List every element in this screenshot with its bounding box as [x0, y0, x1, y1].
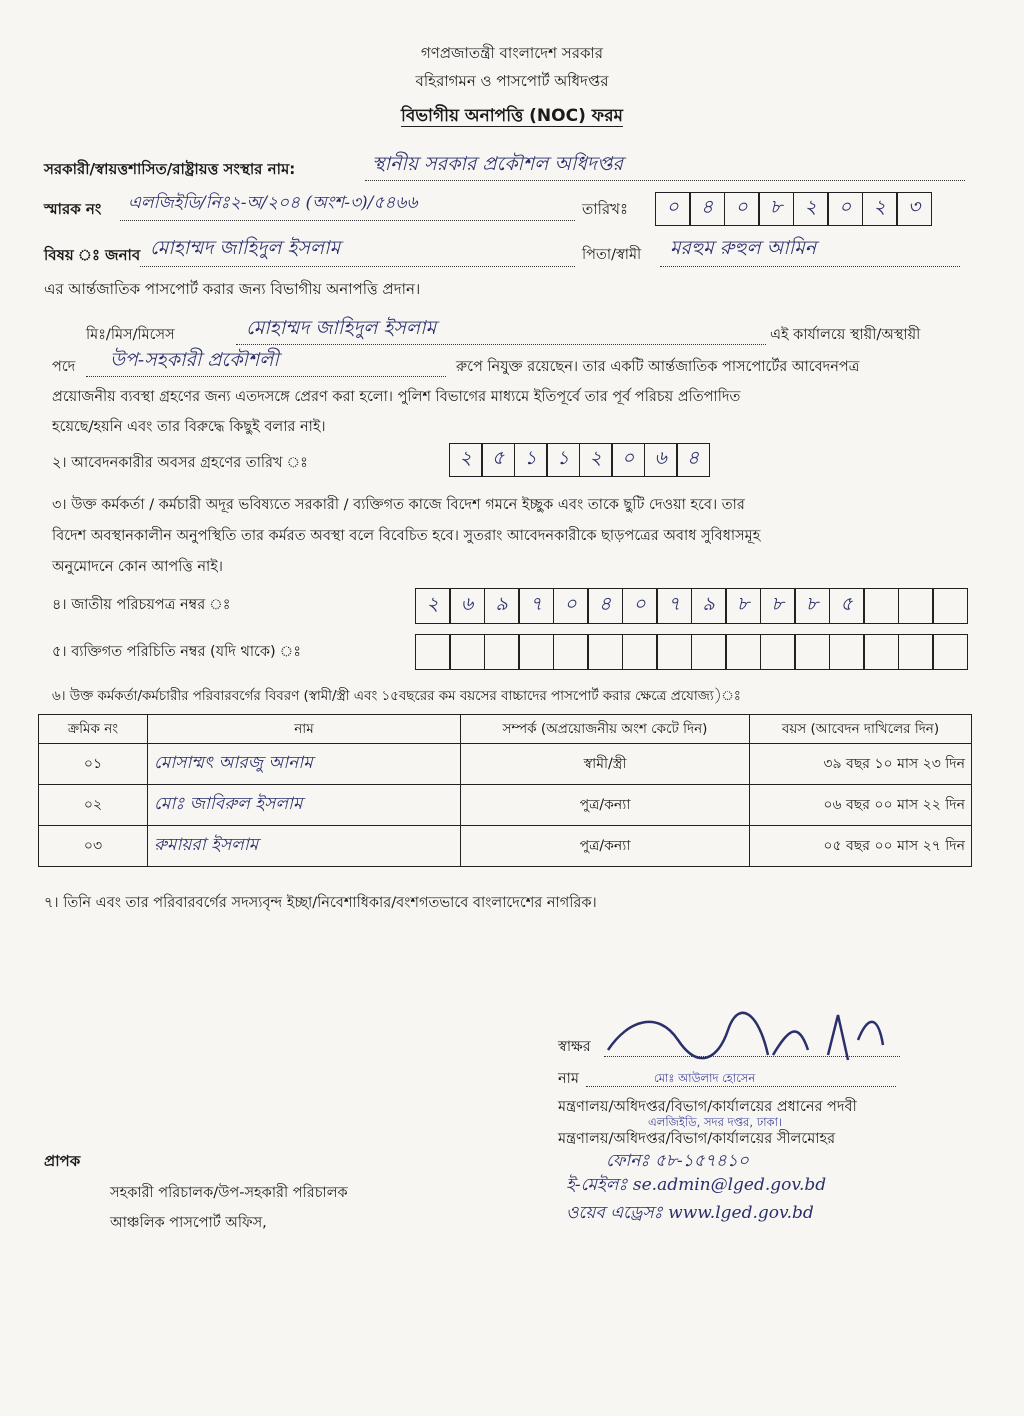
pid-digit-box	[622, 634, 658, 670]
phone: ফোনঃ ৫৮-১৫৭৪১০	[606, 1151, 749, 1171]
item3-line3: অনুমোদনে কোন আপত্তি নাই।	[52, 559, 223, 575]
pid-digit-box	[587, 634, 623, 670]
relation-cell: পুত্র/কন্যা	[461, 826, 750, 867]
retirement-digit-box: ২	[579, 443, 613, 477]
date-digit-box: ৪	[689, 192, 725, 226]
govt-title: গণপ্রজাতন্ত্রী বাংলাদেশ সরকার	[420, 44, 604, 62]
personal-id-boxes	[416, 634, 968, 670]
nid-digit-box: ৯	[484, 588, 520, 624]
pid-digit-box	[518, 634, 554, 670]
pid-digit-box	[794, 634, 830, 670]
retirement-digit-box: ১	[546, 443, 580, 477]
table-row	[39, 785, 972, 826]
office-stamp: এলজিইডি, সদর দপ্তর, ঢাকা।	[648, 1115, 783, 1129]
table-row	[39, 744, 972, 785]
pid-digit-box	[898, 634, 934, 670]
serial-cell: ০১	[39, 744, 148, 785]
personal-id-label: ৫। ব্যক্তিগত পরিচিতি নম্বর (যদি থাকে) ঃ	[52, 644, 301, 660]
employee-name: মোহাম্মদ জাহিদুল ইসলাম	[246, 317, 437, 339]
signature-image	[598, 1000, 898, 1080]
para1-line3: প্রয়োজনীয় ব্যবস্থা গ্রহণের জন্য এতদসঙ্গে প্রেরণ করা হলো। পুলিশ বিভাগের মাধ্যমে ইতিপূর্বে তার পূর্ব পরিচয় প্রতিপাদিত	[52, 389, 741, 405]
family-label: ৬। উক্ত কর্মকর্তা/কর্মচারীর পরিবারবর্গের বিবরণ (স্বামী/স্ত্রী এবং ১৫বছরের কম বয়সের বাচ্চাদের পাসপোর্ট করার ক্ষেত্রে প্রযোজ্য)ঃ	[52, 689, 741, 704]
retirement-date-boxes	[450, 443, 710, 477]
email: ই-মেইলঃ se.admin@lged.gov.bd	[566, 1175, 827, 1195]
pid-digit-box	[691, 634, 727, 670]
pid-digit-box	[760, 634, 796, 670]
nid-digit-box: ২	[415, 588, 451, 624]
office-status: এই কার্যালয়ে স্থায়ী/অস্থায়ী	[770, 327, 921, 343]
pid-digit-box	[725, 634, 761, 670]
nid-digit-box: ৭	[518, 588, 554, 624]
age-cell: ০৬ বছর ০০ মাস ২২ দিন	[750, 785, 972, 826]
date-digit-box: ৮	[758, 192, 794, 226]
org-value: স্থানীয় সরকার প্রকৌশল অধিদপ্তর	[372, 153, 623, 175]
nid-digit-box: ৮	[794, 588, 830, 624]
nid-digit-box: ৫	[829, 588, 865, 624]
family-table-header	[39, 715, 972, 744]
retirement-digit-box: ৫	[481, 443, 515, 477]
title-prefix: মিঃ/মিস/মিসেস	[86, 327, 175, 343]
org-label: সরকারী/স্বায়ত্তশাসিত/রাষ্ট্রায়ত্ত সংস্থার নাম:	[44, 160, 296, 178]
date-digit-box: ২	[793, 192, 829, 226]
date-label: তারিখঃ	[582, 200, 628, 218]
pid-digit-box	[863, 634, 899, 670]
retirement-digit-box: ৪	[676, 443, 710, 477]
date-digit-box: ২	[862, 192, 898, 226]
designation-label: মন্ত্রণালয়/অধিদপ্তর/বিভাগ/কার্যালয়ের প্রধানের পদবী	[558, 1099, 857, 1115]
recipient-line2: আঞ্চলিক পাসপোর্ট অফিস,	[110, 1215, 267, 1231]
nid-digit-box: ০	[553, 588, 589, 624]
col-serial: ক্রমিক নং	[39, 715, 148, 744]
col-age: বয়স (আবেদন দাখিলের দিন)	[750, 715, 972, 744]
department-title: বহিরাগমন ও পাসপোর্ট অধিদপ্তর	[415, 72, 609, 90]
relation-cell: স্বামী/স্ত্রী	[461, 744, 750, 785]
nid-digit-box: ৮	[725, 588, 761, 624]
subject-label: বিষয় ঃ জনাব	[44, 246, 141, 264]
col-relation: সম্পর্ক (অপ্রয়োজনীয় অংশ কেটে দিন)	[461, 715, 750, 744]
pid-digit-box	[932, 634, 968, 670]
para1-line2-tail: রুপে নিযুক্ত রয়েছেন। তার একটি আর্ন্তজাতিক পাসপোর্টের আবেদনপত্র	[456, 359, 860, 375]
nid-digit-box	[932, 588, 968, 624]
item3-line1: ৩। উক্ত কর্মকর্তা / কর্মচারী অদূর ভবিষ্যতে সরকারী / ব্যক্তিগত কাজে বিদেশ গমনে ইচ্ছুক এবং তাকে ছুটি দেওয়া হবে। তার	[52, 497, 745, 513]
date-digit-box: ০	[655, 192, 691, 226]
retirement-digit-box: ০	[611, 443, 645, 477]
nid-digit-box: ৭	[656, 588, 692, 624]
date-digit-box: ০	[827, 192, 863, 226]
retirement-digit-box: ৬	[644, 443, 678, 477]
item3-line2: বিদেশ অবস্থানকালীন অনুপস্থিতি তার কর্মরত অবস্থা বলে বিবেচিত হবে। সুতরাং আবেদনকারীকে ছাড়পত্রের অবাধ সুবিধাসমূহ	[52, 528, 761, 544]
retirement-digit-box: ১	[514, 443, 548, 477]
signatory-name-stamp: মোঃ আউলাদ হোসেন	[654, 1071, 756, 1085]
subject-tail: এর আর্ন্তজাতিক পাসপোর্ট করার জন্য বিভাগীয় অনাপত্তি প্রদান।	[44, 280, 421, 298]
pid-digit-box	[553, 634, 589, 670]
table-row	[39, 826, 972, 867]
pid-digit-box	[484, 634, 520, 670]
age-cell: ৩৯ বছর ১০ মাস ২৩ দিন	[750, 744, 972, 785]
pid-digit-box	[829, 634, 865, 670]
pid-digit-box	[656, 634, 692, 670]
issue-date-boxes	[656, 192, 932, 226]
serial-cell: ০৩	[39, 826, 148, 867]
signature-label: স্বাক্ষর	[558, 1039, 591, 1055]
age-cell: ০৫ বছর ০০ মাস ২৭ দিন	[750, 826, 972, 867]
retirement-date-label: ২। আবেদনকারীর অবসর গ্রহণের তারিখ ঃ	[52, 455, 308, 471]
citizenship-statement: ৭। তিনি এবং তার পরিবারবর্গের সদস্যবৃন্দ ইচ্ছা/নিবেশাধিকার/বংশগতভাবে বাংলাদেশের নাগরিক।	[44, 895, 597, 911]
website: ওয়েব এড্রেসঃ www.lged.gov.bd	[566, 1203, 814, 1223]
memo-label: স্মারক নং	[44, 200, 102, 218]
employee-post: উপ-সহকারী প্রকৌশলী	[110, 349, 279, 371]
nid-label: ৪। জাতীয় পরিচয়পত্র নম্বর ঃ	[52, 597, 231, 613]
family-table	[38, 714, 972, 867]
retirement-digit-box: ২	[449, 443, 483, 477]
recipient-label: প্রাপক	[44, 1152, 81, 1170]
nid-digit-box: ৯	[691, 588, 727, 624]
date-digit-box: ০	[724, 192, 760, 226]
applicant-name: মোহাম্মদ জাহিদুল ইসলাম	[150, 237, 341, 259]
nid-digit-box: ৮	[760, 588, 796, 624]
post-label: পদে	[52, 359, 76, 375]
pid-digit-box	[415, 634, 451, 670]
member-name-cell: রুমায়রা ইসলাম	[148, 826, 461, 867]
name-label: নাম	[558, 1071, 579, 1087]
member-name-cell: মোঃ জাবিরুল ইসলাম	[148, 785, 461, 826]
col-name: নাম	[148, 715, 461, 744]
father-name: মরহুম রুহুল আমিন	[670, 237, 817, 259]
pid-digit-box	[449, 634, 485, 670]
nid-digit-box	[898, 588, 934, 624]
nid-digit-box: ০	[622, 588, 658, 624]
serial-cell: ০২	[39, 785, 148, 826]
para1-line4: হয়েছে/হয়নি এবং তার বিরুদ্ধে কিছুই বলার নাই।	[52, 419, 326, 435]
nid-boxes	[416, 588, 968, 624]
memo-number: এলজিইডি/নিঃ২-অ/২০৪ (অংশ-৩)/৫৪৬৬	[128, 193, 418, 213]
seal-label: মন্ত্রণালয়/অধিদপ্তর/বিভাগ/কার্যালয়ের সীলমোহর	[558, 1131, 836, 1147]
father-label: পিতা/স্বামী	[582, 247, 642, 263]
member-name-cell: মোসাম্মৎ আরজু আনাম	[148, 744, 461, 785]
nid-digit-box: ৪	[587, 588, 623, 624]
nid-digit-box	[863, 588, 899, 624]
date-digit-box: ৩	[896, 192, 932, 226]
nid-digit-box: ৬	[449, 588, 485, 624]
relation-cell: পুত্র/কন্যা	[461, 785, 750, 826]
form-title: বিভাগীয় অনাপত্তি (NOC) ফরম	[401, 106, 623, 126]
recipient-line1: সহকারী পরিচালক/উপ-সহকারী পরিচালক	[110, 1185, 348, 1201]
